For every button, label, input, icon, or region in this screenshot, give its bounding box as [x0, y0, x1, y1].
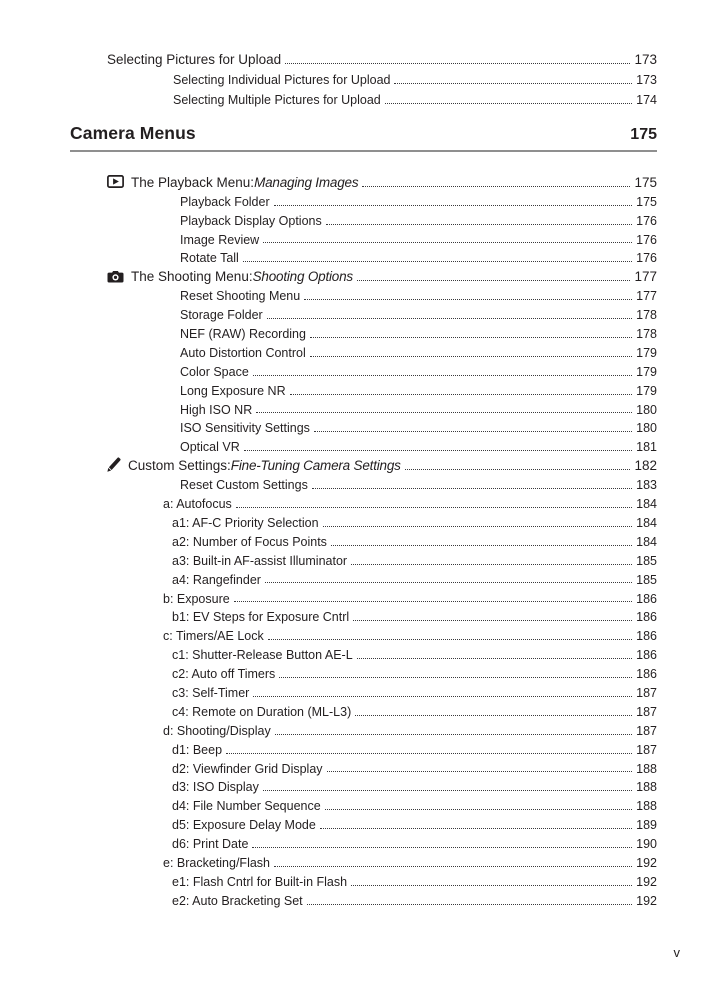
entry-page-number: 188	[636, 780, 657, 795]
dot-leader	[405, 469, 631, 470]
entry-page-number: 186	[636, 610, 657, 625]
toc-entry	[180, 341, 657, 360]
chapter-heading	[70, 123, 657, 152]
toc-entry	[107, 266, 657, 285]
entry-label: Auto Distortion Control	[180, 345, 306, 360]
toc-entry	[172, 776, 657, 795]
entry-page-number: 184	[636, 515, 657, 530]
toc-entry	[180, 323, 657, 342]
entry-page-number: 179	[636, 364, 657, 379]
dot-leader	[362, 186, 630, 187]
entry-page-number: 184	[636, 534, 657, 549]
entry-page-number: 175	[634, 174, 657, 190]
entry-page-number: 177	[636, 289, 657, 304]
entry-label: c1: Shutter-Release Button AE-L	[172, 648, 353, 663]
toc-entry	[180, 436, 657, 455]
camera-icon	[107, 270, 124, 283]
entry-label: d4: File Number Sequence	[172, 799, 321, 814]
entry-label: Playback Folder	[180, 194, 270, 209]
entry-label: NEF (RAW) Recording	[180, 327, 306, 342]
entry-label: Reset Shooting Menu	[180, 289, 301, 304]
dot-leader	[310, 337, 632, 338]
toc-entry	[173, 68, 657, 88]
entry-page-number: 175	[636, 194, 657, 209]
entry-page-number: 192	[636, 855, 657, 870]
entry-label: a1: AF-C Priority Selection	[172, 515, 319, 530]
toc-entry	[180, 379, 657, 398]
entry-label: d3: ISO Display	[172, 780, 259, 795]
dot-leader	[226, 753, 632, 754]
entry-label: The Shooting Menu:	[131, 269, 253, 285]
entry-label: High ISO NR	[180, 402, 253, 417]
dot-leader	[326, 224, 632, 225]
dot-leader	[394, 83, 632, 84]
toc-entry	[172, 738, 657, 757]
dot-leader	[285, 63, 630, 64]
dot-leader	[307, 904, 633, 905]
entry-page-number: 187	[636, 685, 657, 700]
dot-leader	[263, 242, 632, 243]
entry-page-number: 174	[636, 93, 657, 108]
dot-leader	[234, 601, 632, 602]
dot-leader	[310, 356, 632, 357]
entry-page-number: 186	[636, 667, 657, 682]
entry-page-number: 176	[636, 213, 657, 228]
entry-label: Reset Custom Settings	[180, 478, 308, 493]
entry-label: c2: Auto off Timers	[172, 667, 276, 682]
page-number-footer: v	[673, 945, 680, 960]
entry-label: e: Bracketing/Flash	[163, 855, 270, 870]
entry-label: a3: Built-in AF-assist Illuminator	[172, 553, 348, 568]
toc-entry	[107, 48, 657, 68]
dot-leader	[244, 450, 632, 451]
entry-page-number: 185	[636, 572, 657, 587]
pencil-icon	[107, 457, 121, 472]
toc-entry	[172, 889, 657, 908]
entry-page-number: 188	[636, 761, 657, 776]
entry-label: Color Space	[180, 364, 249, 379]
entry-label: c: Timers/AE Lock	[163, 629, 264, 644]
dot-leader	[357, 280, 631, 281]
toc-list	[70, 171, 657, 908]
dot-leader	[253, 375, 632, 376]
entry-label: b1: EV Steps for Exposure Cntrl	[172, 610, 350, 625]
chapter-page-number: 175	[630, 126, 657, 144]
toc-entry	[180, 304, 657, 323]
entry-page-number: 173	[636, 73, 657, 88]
dot-leader	[279, 677, 632, 678]
dot-leader	[304, 299, 632, 300]
toc-entry	[172, 757, 657, 776]
entry-label: d5: Exposure Delay Mode	[172, 818, 316, 833]
toc-entry	[172, 606, 657, 625]
entry-label: d2: Viewfinder Grid Display	[172, 761, 323, 776]
entry-label: e2: Auto Bracketing Set	[172, 893, 303, 908]
dot-leader	[274, 205, 633, 206]
entry-page-number: 186	[636, 629, 657, 644]
entry-page-number: 190	[636, 837, 657, 852]
dot-leader	[275, 734, 632, 735]
dot-leader	[351, 564, 632, 565]
entry-page-number: 186	[636, 591, 657, 606]
entry-page-number: 192	[636, 893, 657, 908]
dot-leader	[253, 696, 632, 697]
dot-leader	[256, 412, 632, 413]
dot-leader	[263, 790, 632, 791]
dot-leader	[357, 658, 632, 659]
entry-page-number: 177	[634, 269, 657, 285]
dot-leader	[331, 545, 632, 546]
entry-page-number: 185	[636, 553, 657, 568]
toc-entry	[180, 474, 657, 493]
toc-entry	[173, 88, 657, 108]
entry-label: Selecting Multiple Pictures for Upload	[173, 93, 381, 108]
dot-leader	[355, 715, 632, 716]
dot-leader	[314, 431, 632, 432]
chapter-title: Camera Menus	[70, 123, 196, 144]
entry-page-number: 187	[636, 742, 657, 757]
entry-page-number: 183	[636, 478, 657, 493]
toc-entry	[163, 719, 657, 738]
toc-entry	[163, 587, 657, 606]
dot-leader	[323, 526, 633, 527]
entry-label: Storage Folder	[180, 308, 263, 323]
toc-entry	[172, 530, 657, 549]
toc-entry	[180, 228, 657, 247]
toc-entry	[172, 511, 657, 530]
toc-entry	[172, 795, 657, 814]
toc-entry	[163, 493, 657, 512]
dot-leader	[312, 488, 632, 489]
entry-label: c4: Remote on Duration (ML-L3)	[172, 704, 352, 719]
toc-content	[70, 48, 657, 908]
entry-label: b: Exposure	[163, 591, 230, 606]
entry-page-number: 189	[636, 818, 657, 833]
entry-label: The Playback Menu:	[131, 174, 255, 190]
entry-page-number: 178	[636, 327, 657, 342]
toc-entry	[107, 171, 657, 190]
entry-label: Selecting Pictures for Upload	[107, 52, 282, 68]
entry-label: a2: Number of Focus Points	[172, 534, 327, 549]
toc-entry	[180, 417, 657, 436]
entry-subtitle: Fine-Tuning Camera Settings	[230, 458, 401, 474]
dot-leader	[290, 394, 633, 395]
toc-entry	[172, 549, 657, 568]
entry-label: d: Shooting/Display	[163, 723, 271, 738]
toc-entry	[180, 247, 657, 266]
dot-leader	[252, 847, 632, 848]
dot-leader	[268, 639, 632, 640]
entry-page-number: 178	[636, 308, 657, 323]
entry-label: d1: Beep	[172, 742, 223, 757]
entry-label: Rotate Tall	[180, 251, 239, 266]
dot-leader	[265, 582, 632, 583]
toc-entry	[172, 833, 657, 852]
entry-label: Playback Display Options	[180, 213, 322, 228]
entry-label: a4: Rangefinder	[172, 572, 261, 587]
toc-entry	[180, 190, 657, 209]
toc-entry	[172, 568, 657, 587]
entry-page-number: 180	[636, 402, 657, 417]
entry-label: e1: Flash Cntrl for Built-in Flash	[172, 874, 348, 889]
dot-leader	[320, 828, 632, 829]
dot-leader	[327, 771, 633, 772]
toc-entry	[180, 209, 657, 228]
entry-page-number: 182	[634, 458, 657, 474]
entry-page-number: 180	[636, 421, 657, 436]
toc-entry	[180, 285, 657, 304]
entry-label: Image Review	[180, 232, 260, 247]
entry-page-number: 184	[636, 497, 657, 512]
toc-entry	[172, 644, 657, 663]
toc-entry	[172, 870, 657, 889]
entry-label: Optical VR	[180, 440, 240, 455]
toc-entry	[163, 851, 657, 870]
entry-label: d6: Print Date	[172, 837, 249, 852]
entry-label: c3: Self-Timer	[172, 685, 250, 700]
entry-page-number: 192	[636, 874, 657, 889]
toc-entry	[172, 681, 657, 700]
playback-icon	[107, 175, 124, 188]
toc-entry	[172, 700, 657, 719]
dot-leader	[325, 809, 632, 810]
toc-entry	[180, 360, 657, 379]
toc-entry	[107, 455, 657, 474]
entry-subtitle: Shooting Options	[252, 269, 353, 285]
entry-label: a: Autofocus	[163, 497, 232, 512]
dot-leader	[243, 261, 632, 262]
entry-label: Custom Settings:	[128, 458, 231, 474]
dot-leader	[385, 103, 632, 104]
entry-page-number: 173	[634, 52, 657, 68]
entry-page-number: 186	[636, 648, 657, 663]
toc-pre-list	[70, 48, 657, 107]
dot-leader	[274, 866, 632, 867]
entry-label: Selecting Individual Pictures for Upload	[173, 73, 391, 88]
entry-page-number: 176	[636, 251, 657, 266]
entry-page-number: 187	[636, 723, 657, 738]
entry-page-number: 181	[636, 440, 657, 455]
dot-leader	[353, 620, 632, 621]
toc-entry	[172, 663, 657, 682]
dot-leader	[267, 318, 632, 319]
toc-entry	[172, 814, 657, 833]
entry-page-number: 187	[636, 704, 657, 719]
entry-page-number: 179	[636, 383, 657, 398]
dot-leader	[236, 507, 632, 508]
toc-entry	[163, 625, 657, 644]
entry-label: ISO Sensitivity Settings	[180, 421, 310, 436]
entry-page-number: 176	[636, 232, 657, 247]
entry-page-number: 179	[636, 345, 657, 360]
entry-label: Long Exposure NR	[180, 383, 286, 398]
entry-subtitle: Managing Images	[254, 174, 359, 190]
entry-page-number: 188	[636, 799, 657, 814]
toc-entry	[180, 398, 657, 417]
dot-leader	[351, 885, 632, 886]
